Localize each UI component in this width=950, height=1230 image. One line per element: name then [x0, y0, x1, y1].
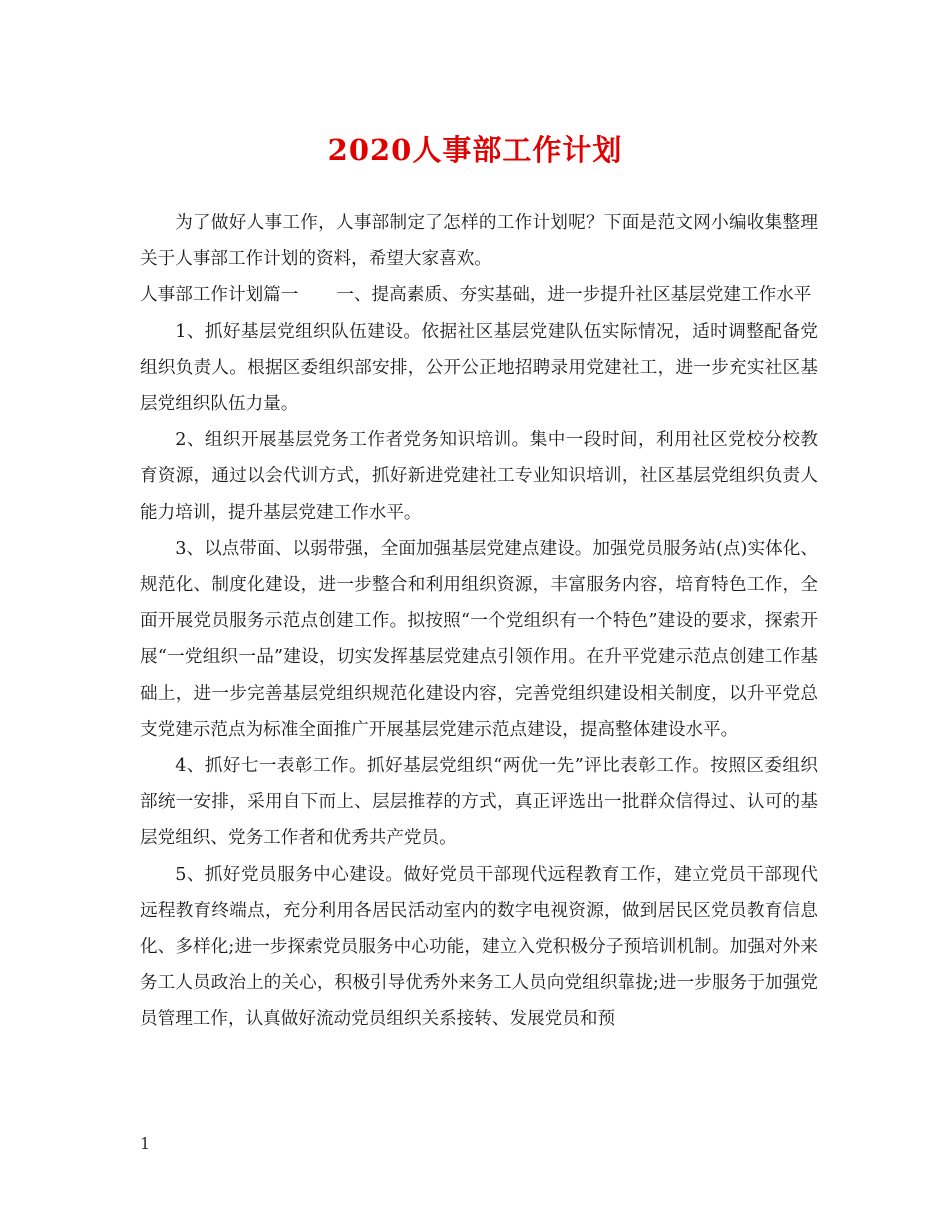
- paragraph-2: 2、组织开展基层党务工作者党务知识培训。集中一段时间，利用社区党校分校教育资源，通过以会代训方式，抓好新进党建社工专业知识培训，社区基层党组织负责人能力培训，提升基层党建工作水平。: [140, 430, 818, 523]
- section-label: 人事部工作计划篇一: [140, 285, 299, 306]
- document-body: [140, 205, 818, 1038]
- paragraph-3: 3、以点带面、以弱带强，全面加强基层党建点建设。加强党员服务站(点)实体化、规范化、制度化建设，进一步整合和利用组织资源，丰富服务内容，培育特色工作，全面开展党员服务示范点创建工作。拟按照“一个党组织有一个特色”建设的要求，探索开展“一党组织一品”建设，切实发挥基层党建点引领作用。在升平党建示范点创建工作基础上，进一步完善基层党组织规范化建设内容，完善党组织建设相关制度，以升平党总支党建示范点为标准全面推广开展基层党建示范点建设，提高整体建设水平。: [140, 538, 818, 740]
- paragraph-4: 4、抓好七一表彰工作。抓好基层党组织“两优一先”评比表彰工作。按照区委组织部统一安排，采用自下而上、层层推荐的方式，真正评选出一批群众信得过、认可的基层党组织、党务工作者和优秀共产党员。: [140, 756, 818, 849]
- section-heading-line: [140, 277, 818, 313]
- intro-paragraph: 为了做好人事工作，人事部制定了怎样的工作计划呢？下面是范文网小编收集整理关于人事部工作计划的资料，希望大家喜欢。: [140, 213, 818, 270]
- section-heading: 一、提高素质、夯实基础，进一步提升社区基层党建工作水平: [336, 285, 812, 306]
- document-title: 2020人事部工作计划: [327, 133, 623, 167]
- page-number: 1: [140, 1134, 151, 1153]
- paragraph-5: 5、抓好党员服务中心建设。做好党员干部现代远程教育工作，建立党员干部现代远程教育终端点，充分利用各居民活动室内的数字电视资源，做到居民区党员教育信息化、多样化;进一步探索党员服务中心功能，建立入党积极分子预培训机制。加强对外来务工人员政治上的关心，积极引导优秀外来务工人员向党组织靠拢;进一步服务于加强党员管理工作，认真做好流动党员组织关系接转、发展党员和预: [140, 864, 818, 1030]
- paragraph-1: 1、抓好基层党组织队伍建设。依据社区基层党建队伍实际情况，适时调整配备党组织负责人。根据区委组织部安排，公开公正地招聘录用党建社工，进一步充实社区基层党组织队伍力量。: [140, 321, 818, 415]
